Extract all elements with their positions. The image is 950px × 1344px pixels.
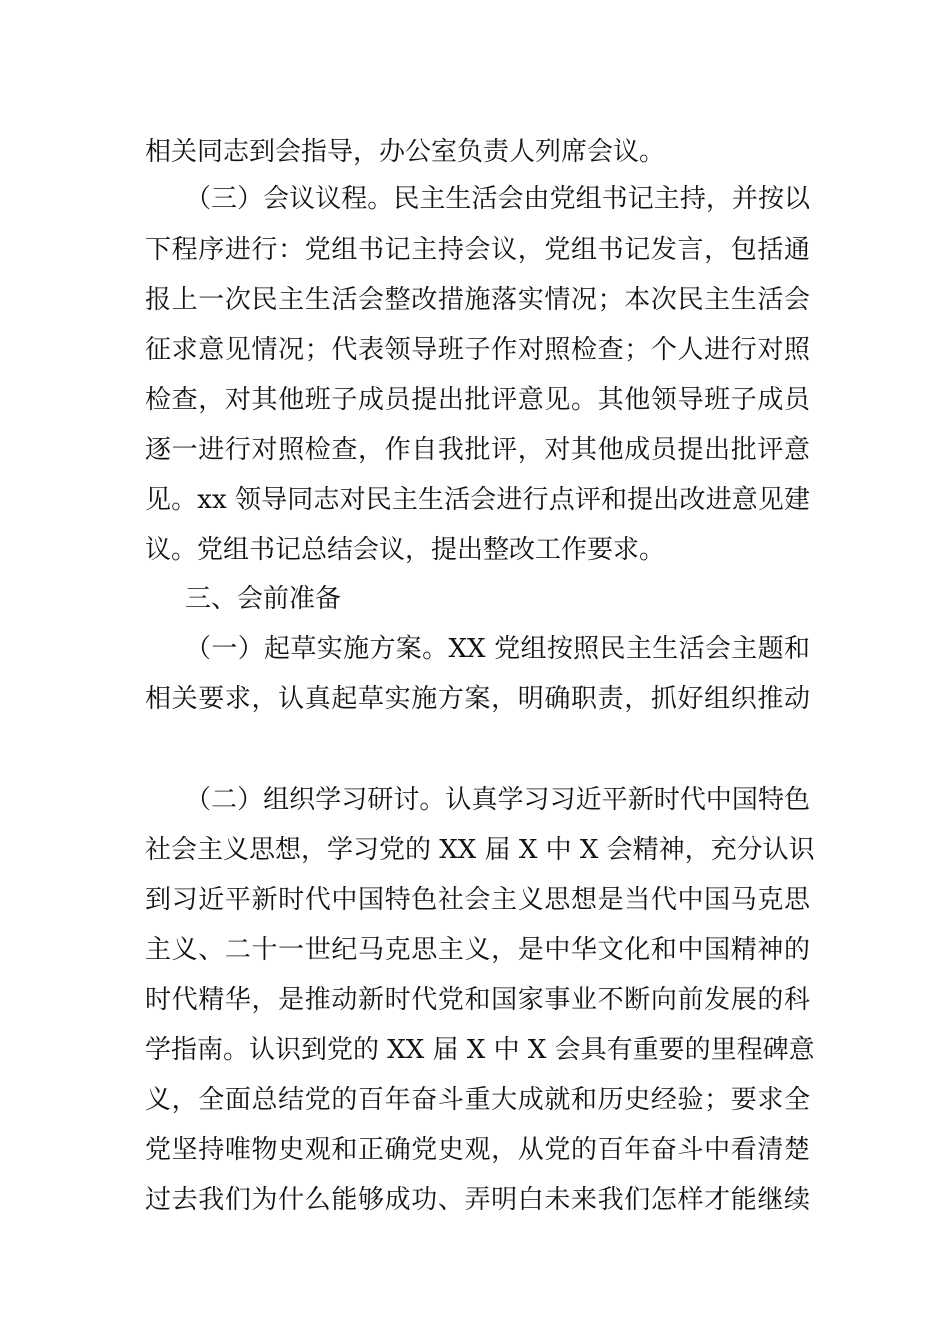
paragraph-line: （三）会议议程。民主生活会由党组书记主持，并按以 [185,184,810,214]
paragraph-line: 过去我们为什么能够成功、弄明白未来我们怎样才能继续 [145,1185,810,1215]
paragraph-line: 见。xx 领导同志对民主生活会进行点评和提出改进意见建 [145,485,810,515]
paragraph-line: 学指南。认识到党的 XX 届 X 中 X 会具有重要的里程碑意 [145,1035,815,1065]
paragraph-line: 社会主义思想，学习党的 XX 届 X 中 X 会精神，充分认识 [145,835,815,865]
paragraph-line: （二）组织学习研讨。认真学习习近平新时代中国特色 [185,785,810,815]
paragraph-line: 党坚持唯物史观和正确党史观，从党的百年奋斗中看清楚 [145,1135,810,1165]
paragraph-line: 相关要求，认真起草实施方案，明确职责，抓好组织推动 [145,684,810,714]
paragraph-line: 报上一次民主生活会整改措施落实情况；本次民主生活会 [145,285,810,315]
paragraph-line: 义，全面总结党的百年奋斗重大成就和历史经验；要求全 [145,1085,810,1115]
paragraph-line: 下程序进行：党组书记主持会议，党组书记发言，包括通 [145,235,810,265]
section-heading: 三、会前准备 [185,584,342,614]
paragraph-line: 议。党组书记总结会议，提出整改工作要求。 [145,535,666,565]
paragraph-line: 征求意见情况；代表领导班子作对照检查；个人进行对照 [145,335,810,365]
paragraph-line: 逐一进行对照检查，作自我批评，对其他成员提出批评意 [145,435,810,465]
paragraph-line: 相关同志到会指导，办公室负责人列席会议。 [145,137,666,167]
paragraph-line: 到习近平新时代中国特色社会主义思想是当代中国马克思 [145,885,810,915]
paragraph-line: （一）起草实施方案。XX 党组按照民主生活会主题和 [185,634,810,664]
paragraph-line: 时代精华，是推动新时代党和国家事业不断向前发展的科 [145,985,810,1015]
paragraph-line: 主义、二十一世纪马克思主义，是中华文化和中国精神的 [145,935,810,965]
paragraph-line: 检查，对其他班子成员提出批评意见。其他领导班子成员 [145,385,810,415]
